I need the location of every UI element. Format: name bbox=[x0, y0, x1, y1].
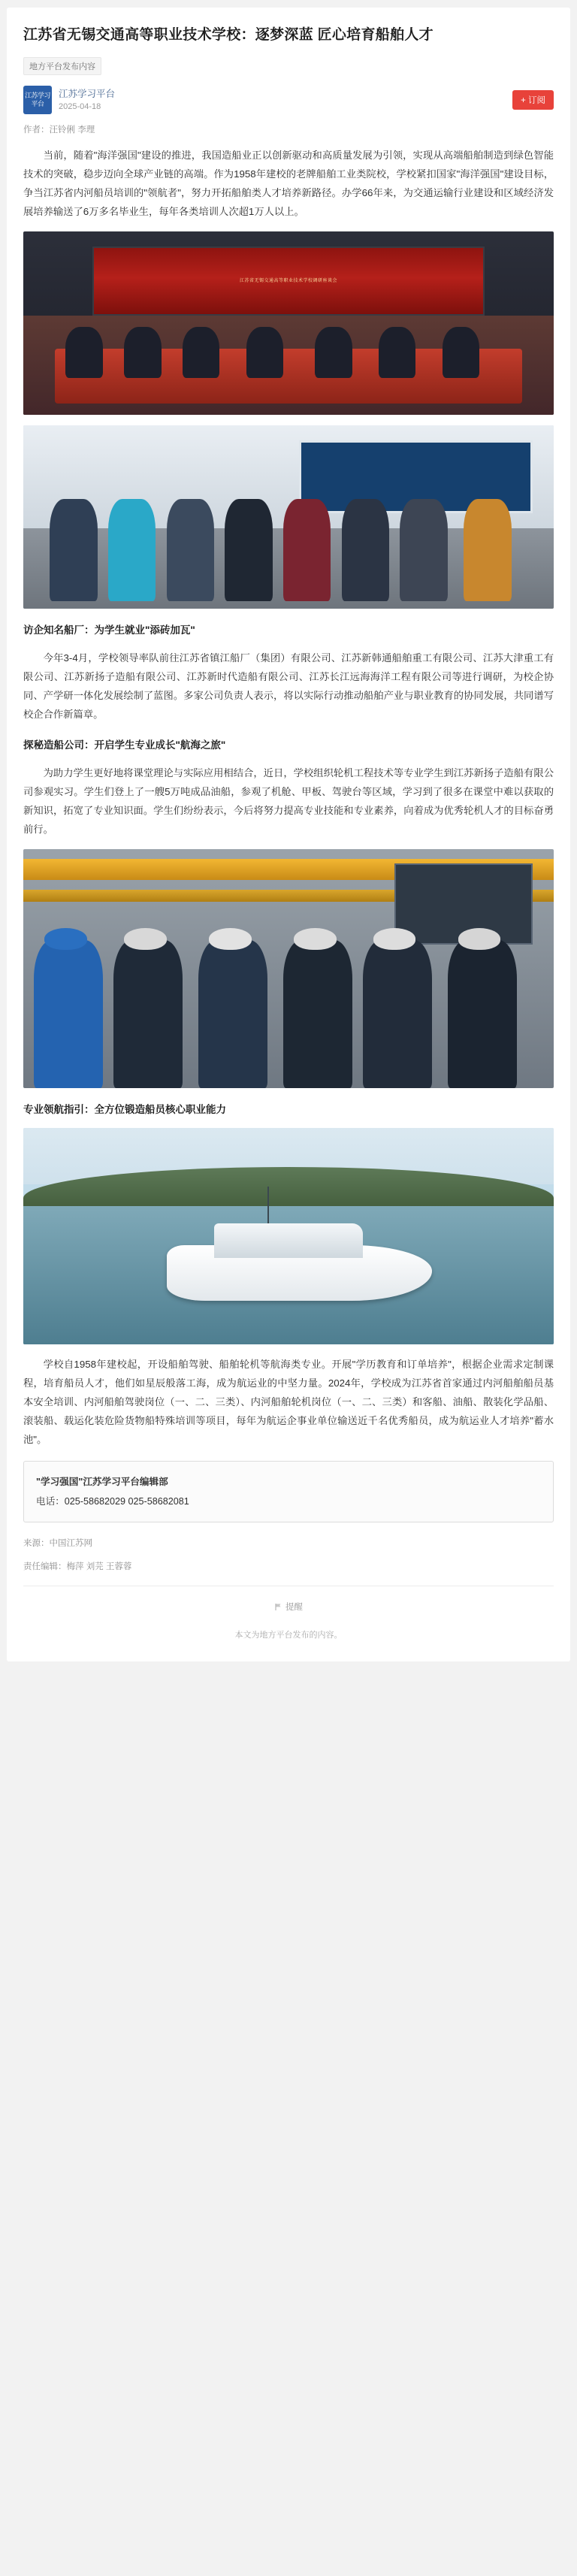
section-head-1: 访企知名船厂：为学生就业"添砖加瓦" bbox=[23, 624, 195, 636]
account-info[interactable] bbox=[23, 86, 115, 114]
publish-date: 2025-04-18 bbox=[59, 102, 101, 111]
report-button[interactable] bbox=[270, 1600, 307, 1613]
subscribe-button[interactable]: + 订阅 bbox=[512, 90, 554, 110]
photo-yacht-on-lake bbox=[23, 1128, 554, 1344]
photo-conference-hall bbox=[23, 231, 554, 415]
credit-source: 来源：中国江苏网 bbox=[23, 1539, 92, 1548]
section-head-3: 专业领航指引：全方位锻造船员核心职业能力 bbox=[23, 1104, 226, 1115]
lead-paragraph: 当前，随着"海洋强国"建设的推进，我国造船业正以创新驱动和高质量发展为引领，实现从高端船舶制造到绿色智能技术的突破，稳步迈向全球产业链的高端。作为1958年建校的老牌船舶工业类院校，学校紧扣国家"海洋强国"建设目标，争当江苏省内河船员培训的"领航者"，努力开拓船舶类人才培养新路径。办学66年来，为交通运输行业建设和区域经济发展培养输送了6万多名毕业生，每年各类培训人次超1万人以上。 bbox=[23, 150, 554, 217]
report-flag-icon bbox=[274, 1603, 282, 1611]
promo-line-1: "学习强国"江苏学习平台编辑部 bbox=[36, 1477, 168, 1487]
account-name[interactable]: 江苏学习平台 bbox=[59, 89, 116, 99]
figure-engine-room-training bbox=[23, 849, 554, 1088]
photo-engine-room-training bbox=[23, 849, 554, 1088]
figure-yacht-on-lake bbox=[23, 1128, 554, 1344]
author-line: 作者：汪铃俐 李理 bbox=[23, 125, 95, 135]
figure-factory-visit bbox=[23, 425, 554, 609]
source-row bbox=[23, 57, 554, 75]
source-tag: 地方平台发布内容 bbox=[23, 57, 101, 75]
section-body-2: 为助力学生更好地将课堂理论与实际应用相结合，近日，学校组织轮机工程技术等专业学生到江苏新扬子造船有限公司参观实习。学生们登上了一艘5万吨成品油船，参观了机舱、甲板、驾驶台等区域，学习到了很多在课堂中难以获取的新知识，拓宽了专业知识面。学生们纷纷表示，今后将努力提高专业技能和专业素养，向着成为优秀轮机人才的目标奋勇前行。 bbox=[23, 767, 554, 835]
page-title: 江苏省无锡交通高等职业技术学校：逐梦深蓝 匠心培育船舶人才 bbox=[23, 27, 434, 43]
avatar: 江苏学习平台 bbox=[23, 86, 52, 114]
article-card bbox=[7, 8, 570, 1661]
promo-line-2: 电话：025-58682029 025-58682081 bbox=[36, 1496, 189, 1507]
section-body-1: 今年3-4月，学校领导率队前往江苏省镇江船厂（集团）有限公司、江苏新韩通船舶重工有限公司、江苏大津重工有限公司、江苏新扬子造船有限公司、江苏新时代造船有限公司、江苏长江远海海洋工程有限公司等进行调研，为校企协同、产学研一体化发展绘制了蓝图。多家公司负责人表示，将以实际行动推动船舶产业与职业教育的协同发展，共同谱写校企合作新篇章。 bbox=[23, 652, 554, 720]
credit-editor: 责任编辑：梅萍 刘芫 王蓉蓉 bbox=[23, 1562, 132, 1571]
photo-factory-visit bbox=[23, 425, 554, 609]
promo-box bbox=[23, 1461, 554, 1522]
screen-banner: 江苏省无锡交通高等职业技术学校调研座谈会 bbox=[92, 246, 485, 316]
figure-conference-hall bbox=[23, 231, 554, 415]
report-row bbox=[23, 1595, 554, 1621]
section-head-2: 探秘造船公司：开启学生专业成长"航海之旅" bbox=[23, 739, 226, 751]
report-label: 提醒 bbox=[285, 1603, 303, 1612]
footer-note: 本文为地方平台发布的内容。 bbox=[234, 1631, 343, 1640]
account-row bbox=[23, 86, 554, 114]
section-body-3: 学校自1958年建校起，开设船舶驾驶、船舶轮机等航海类专业。开展"学历教育和订单培养"，根据企业需求定制课程，培育船员人才，他们如星辰般落工海，成为航运业的中坚力量。2024年，学校成为江苏省首家通过内河船舶船员基本安全培训、内河船舶驾驶岗位（一、二、三类）、内河船舶轮机岗位（一、二、三类）和客船、油船、散装化学品船、滚装船、载运化装危险货物船特殊培训等项目，每年为航运企事业单位输送近千名优秀船员，成为航运业人才培养"蓄水池"。 bbox=[23, 1359, 554, 1445]
